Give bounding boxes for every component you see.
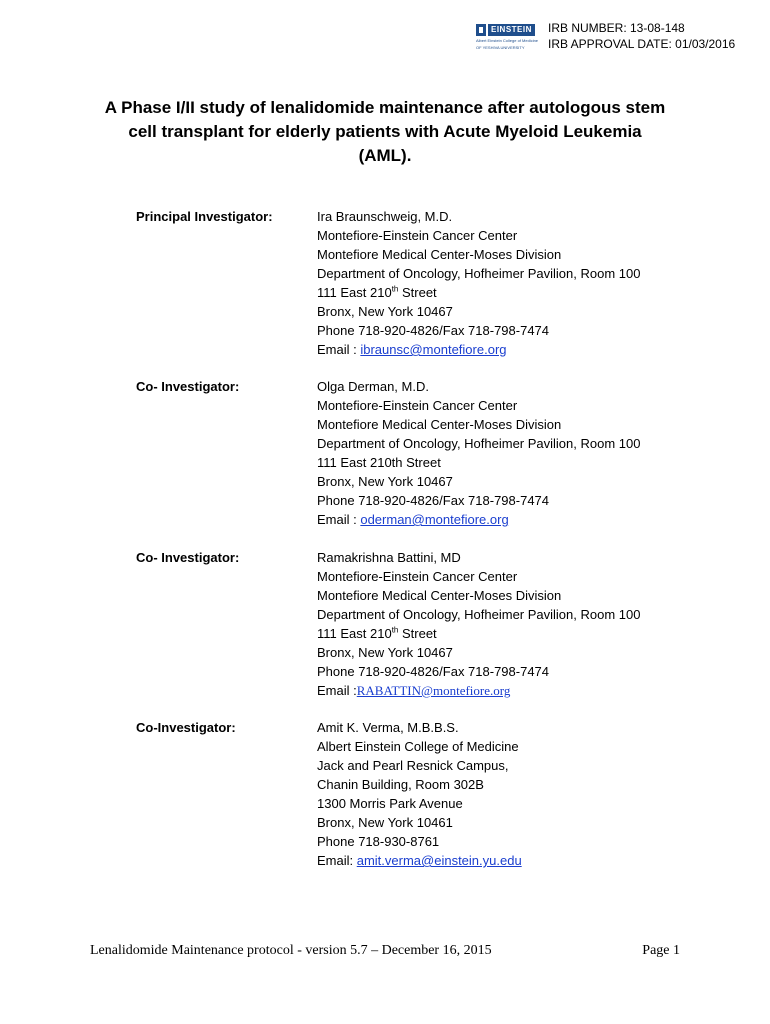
investigator-name: Ramakrishna Battini, MD bbox=[317, 550, 461, 565]
investigator-phone: Phone 718-930-8761 bbox=[317, 834, 440, 849]
investigator-org: Montefiore-Einstein Cancer Center bbox=[317, 569, 518, 584]
investigator-phone: Phone 718-920-4826/Fax 718-798-7474 bbox=[317, 323, 550, 338]
irb-approval-date: IRB APPROVAL DATE: 01/03/2016 bbox=[548, 37, 736, 51]
investigator-building: Chanin Building, Room 302B bbox=[317, 777, 484, 792]
title-line-3: (AML). bbox=[358, 146, 412, 165]
investigator-name: Olga Derman, M.D. bbox=[317, 379, 429, 394]
investigator-city: Bronx, New York 10467 bbox=[317, 645, 453, 660]
investigator-campus: Jack and Pearl Resnick Campus, bbox=[317, 758, 509, 773]
document-title bbox=[60, 96, 710, 168]
investigator-department: Department of Oncology, Hofheimer Pavilion, Room 100 bbox=[317, 607, 641, 622]
investigator-role: Co- Investigator: bbox=[136, 379, 240, 394]
investigator-org: Montefiore-Einstein Cancer Center bbox=[317, 398, 518, 413]
einstein-logo bbox=[476, 24, 540, 50]
investigator-role: Co-Investigator: bbox=[136, 720, 236, 735]
email-link[interactable]: amit.verma@einstein.yu.edu bbox=[356, 853, 522, 868]
investigator-phone: Phone 718-920-4826/Fax 718-798-7474 bbox=[317, 664, 550, 679]
investigator-division: Montefiore Medical Center-Moses Division bbox=[317, 247, 562, 262]
investigator-division: Montefiore Medical Center-Moses Division bbox=[317, 588, 562, 603]
email-label: Email : bbox=[317, 512, 361, 527]
footer-protocol-version: Lenalidomide Maintenance protocol - version 5.7 – December 16, 2015 bbox=[90, 943, 492, 958]
einstein-shield-icon bbox=[476, 24, 486, 36]
investigator-city: Bronx, New York 10467 bbox=[317, 474, 453, 489]
investigator-department: Department of Oncology, Hofheimer Pavilion, Room 100 bbox=[317, 436, 641, 451]
investigator-role: Co- Investigator: bbox=[136, 550, 240, 565]
investigator-org: Albert Einstein College of Medicine bbox=[317, 739, 519, 754]
email-link[interactable]: RABATTIN@montefiore.org bbox=[356, 683, 511, 698]
investigator-email-line bbox=[317, 851, 522, 870]
investigator-name: Amit K. Verma, M.B.B.S. bbox=[317, 720, 459, 735]
investigator-org: Montefiore-Einstein Cancer Center bbox=[317, 228, 518, 243]
email-link[interactable]: oderman@montefiore.org bbox=[360, 512, 509, 527]
logo-subtitle-2: OF YESHIVA UNIVERSITY bbox=[476, 45, 525, 50]
investigator-street: 111 East 210th Street bbox=[317, 625, 437, 641]
irb-number: IRB NUMBER: 13-08-148 bbox=[548, 21, 685, 35]
investigator-email-line bbox=[317, 510, 640, 529]
investigator-city: Bronx, New York 10467 bbox=[317, 304, 453, 319]
investigator-street: 111 East 210th Street bbox=[317, 284, 437, 300]
investigator-role: Principal Investigator: bbox=[136, 209, 273, 224]
logo-word: EINSTEIN bbox=[488, 24, 535, 36]
investigator-street: 1300 Morris Park Avenue bbox=[317, 796, 463, 811]
irb-stamp bbox=[476, 20, 766, 52]
email-label: Email: bbox=[317, 853, 357, 868]
investigator-name: Ira Braunschweig, M.D. bbox=[317, 209, 453, 224]
investigator-phone: Phone 718-920-4826/Fax 718-798-7474 bbox=[317, 493, 550, 508]
investigator-division: Montefiore Medical Center-Moses Division bbox=[317, 417, 562, 432]
investigator-email-line bbox=[317, 681, 640, 700]
title-line-2: cell transplant for elderly patients with Acute Myeloid Leukemia bbox=[128, 122, 642, 141]
email-link[interactable]: ibraunsc@montefiore.org bbox=[360, 342, 507, 357]
investigator-street: 111 East 210th Street bbox=[317, 455, 441, 470]
email-label: Email : bbox=[317, 683, 357, 698]
investigator-city: Bronx, New York 10461 bbox=[317, 815, 453, 830]
investigator-email-line bbox=[317, 340, 640, 359]
page-number: Page 1 bbox=[642, 943, 680, 958]
logo-subtitle: Albert Einstein College of Medicine bbox=[476, 38, 539, 43]
investigator-department: Department of Oncology, Hofheimer Pavilion, Room 100 bbox=[317, 266, 641, 281]
email-label: Email : bbox=[317, 342, 361, 357]
title-line-1: A Phase I/II study of lenalidomide maintenance after autologous stem bbox=[104, 98, 666, 117]
